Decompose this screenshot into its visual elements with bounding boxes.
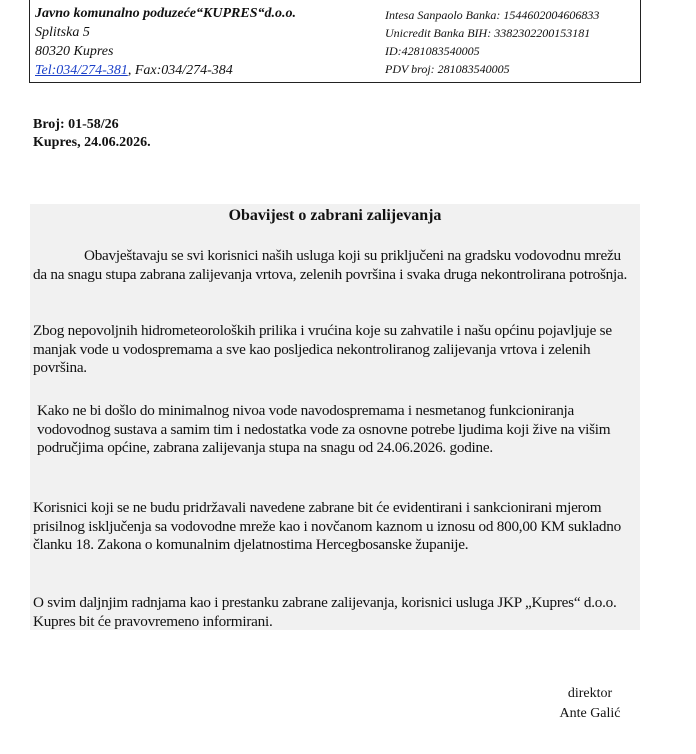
- company-vat-number: PDV broj: 281083540005: [385, 62, 510, 76]
- bank-account-intesa: Intesa Sanpaolo Banka: 1544602004606833: [385, 8, 600, 22]
- notice-paragraph-5: O svim daljnjim radnjama kao i prestanku zabrane zalijevanja, korisnici usluga JKP „Kupres“ d.o.o. Kupres bit će pravovremeno informirani.: [33, 594, 617, 630]
- letterhead: [29, 0, 641, 83]
- notice-paragraph-4: Korisnici koji se ne budu pridržavali navedene zabrane bit će evidentirani i sankcionirani mjerom prisilnog isključenja sa vodovodne mreže kao i novčanom kaznom u iznosu od 800,00 KM sukladno članku 18. Zakona o komunalnim djelatnostima Hercegbosanske županije.: [33, 499, 621, 554]
- company-bank-block: [385, 6, 599, 78]
- company-name: Javno komunalno poduzeće“KUPRES“d.o.o.: [35, 6, 296, 21]
- signatory-name: Ante Galić: [559, 706, 621, 721]
- notice-paragraph-1: Obavještavaju se svi korisnici naših usluga koji su priključeni na gradsku vodovodnu mrežu da na snagu stupa zabrana zalijevanja vrtova, zelenih površina i svaka druga nekontrolirana potrošnja.: [33, 247, 628, 283]
- document-number: Broj: 01-58/26: [33, 117, 119, 132]
- company-id-number: ID:4281083540005: [385, 44, 480, 58]
- company-city: 80320 Kupres: [35, 44, 114, 59]
- fax-number: , Fax:034/274-384: [127, 63, 233, 78]
- notice-box: [30, 204, 640, 630]
- bank-account-unicredit: Unicredit Banka BIH: 3382302200153181: [385, 26, 591, 40]
- signatory-role: direktor: [567, 686, 613, 701]
- company-phone-fax: [35, 61, 296, 80]
- company-contact-block: [35, 4, 296, 80]
- document-meta: [33, 116, 151, 152]
- notice-title: Obavijest o zabrani zalijevanja: [228, 207, 442, 224]
- signature-block: [555, 684, 625, 724]
- document-place-date: Kupres, 24.06.2026.: [33, 135, 151, 150]
- phone-link[interactable]: Tel:034/274-381: [35, 63, 128, 78]
- company-street: Splitska 5: [35, 25, 90, 40]
- notice-paragraph-2: Zbog nepovoljnih hidrometeoroloških prilika i vrućina koje su zahvatile i našu općinu pojavljuje se manjak vode u vodospremama a sve kao posljedica nekontroliranog zalijevanja vrtova i zelenih površina.: [33, 322, 612, 377]
- notice-paragraph-3: Kako ne bi došlo do minimalnog nivoa vode navodospremama i nesmetanog funkcioniranja vodovodnog sustava a samim tim i nedostatka vode za osnovne potrebe ljudima koji žive na višim područjima općine, zabrana zalijevanja stupa na snagu od 24.06.2026. godine.: [37, 402, 611, 457]
